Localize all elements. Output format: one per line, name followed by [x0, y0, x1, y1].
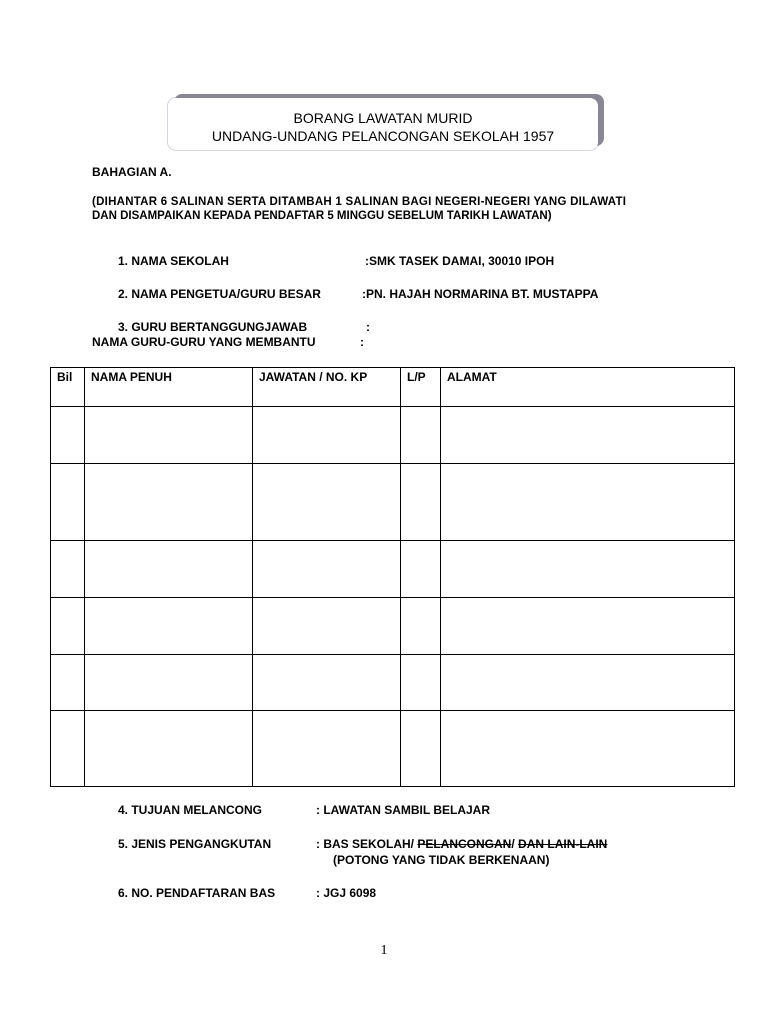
table-row — [51, 655, 735, 711]
cell-name[interactable] — [85, 598, 253, 655]
table-row — [51, 711, 735, 787]
principal-label: 2. NAMA PENGETUA/GURU BESAR — [118, 287, 321, 301]
form-title: BORANG LAWATAN MURID — [293, 110, 473, 126]
assisting-teachers-value: : — [360, 335, 364, 349]
cell-gender[interactable] — [401, 464, 441, 541]
cell-position[interactable] — [253, 655, 401, 711]
bus-registration-value: : JGJ 6098 — [316, 886, 377, 900]
table-header-row — [51, 368, 735, 407]
form-subtitle: UNDANG-UNDANG PELANCONGAN SEKOLAH 1957 — [211, 128, 555, 144]
cell-gender[interactable] — [401, 598, 441, 655]
section-heading: BAHAGIAN A. — [92, 165, 172, 179]
cell-gender[interactable] — [401, 655, 441, 711]
transport-struck-option: DAN LAIN-LAIN — [518, 837, 608, 851]
purpose-label: 4. TUJUAN MELANCONG — [118, 803, 263, 817]
page-number: 1 — [380, 943, 388, 958]
cell-address[interactable] — [441, 464, 735, 541]
assisting-teachers-label: NAMA GURU-GURU YANG MEMBANTU — [92, 335, 316, 349]
cell-gender[interactable] — [401, 711, 441, 787]
table-row — [51, 541, 735, 598]
cell-gender[interactable] — [401, 541, 441, 598]
cell-name[interactable] — [85, 541, 253, 598]
purpose-value: : LAWATAN SAMBIL BELAJAR — [316, 803, 490, 817]
cell-address[interactable] — [441, 711, 735, 787]
cell-bil[interactable] — [51, 655, 85, 711]
cell-position[interactable] — [253, 711, 401, 787]
col-header-name: NAMA PENUH — [85, 368, 253, 407]
principal-value: :PN. HAJAH NORMARINA BT. MUSTAPPA — [362, 287, 599, 301]
transport-label: 5. JENIS PENGANGKUTAN — [118, 837, 272, 851]
cell-position[interactable] — [253, 407, 401, 464]
school-name-value: :SMK TASEK DAMAI, 30010 IPOH — [365, 254, 555, 268]
transport-note: (POTONG YANG TIDAK BERKENAAN) — [333, 853, 550, 867]
cell-bil[interactable] — [51, 598, 85, 655]
cell-position[interactable] — [253, 464, 401, 541]
cell-position[interactable] — [253, 598, 401, 655]
transport-struck-option: PELANCONGAN — [417, 837, 512, 851]
teacher-in-charge-label: 3. GURU BERTANGGUNGJAWAB — [118, 320, 308, 334]
cell-bil[interactable] — [51, 711, 85, 787]
cell-position[interactable] — [253, 541, 401, 598]
cell-address[interactable] — [441, 541, 735, 598]
col-header-address: ALAMAT — [441, 368, 735, 407]
cell-name[interactable] — [85, 711, 253, 787]
cell-name[interactable] — [85, 407, 253, 464]
instruction-line-1: (DIHANTAR 6 SALINAN SERTA DITAMBAH 1 SALINAN BAGI NEGERI-NEGERI YANG DILAWATI — [92, 196, 627, 208]
cell-name[interactable] — [85, 655, 253, 711]
col-header-gender: L/P — [401, 368, 441, 407]
teacher-in-charge-value: : — [366, 320, 370, 334]
table-row — [51, 407, 735, 464]
cell-bil[interactable] — [51, 407, 85, 464]
teachers-table — [50, 367, 735, 787]
table-row — [51, 464, 735, 541]
col-header-bil: Bil — [51, 368, 85, 407]
cell-gender[interactable] — [401, 407, 441, 464]
transport-selected: : BAS SEKOLAH/ — [316, 837, 418, 851]
bus-registration-label: 6. NO. PENDAFTARAN BAS — [118, 886, 276, 900]
col-header-position: JAWATAN / NO. KP — [253, 368, 401, 407]
cell-name[interactable] — [85, 464, 253, 541]
transport-separator: / — [511, 837, 519, 851]
school-name-label: 1. NAMA SEKOLAH — [118, 254, 229, 268]
transport-value — [316, 837, 607, 851]
cell-address[interactable] — [441, 655, 735, 711]
form-title-box — [168, 98, 598, 150]
cell-bil[interactable] — [51, 541, 85, 598]
table-row — [51, 598, 735, 655]
instruction-line-2: DAN DISAMPAIKAN KEPADA PENDAFTAR 5 MINGGU SEBELUM TARIKH LAWATAN) — [92, 210, 552, 222]
cell-bil[interactable] — [51, 464, 85, 541]
cell-address[interactable] — [441, 598, 735, 655]
cell-address[interactable] — [441, 407, 735, 464]
